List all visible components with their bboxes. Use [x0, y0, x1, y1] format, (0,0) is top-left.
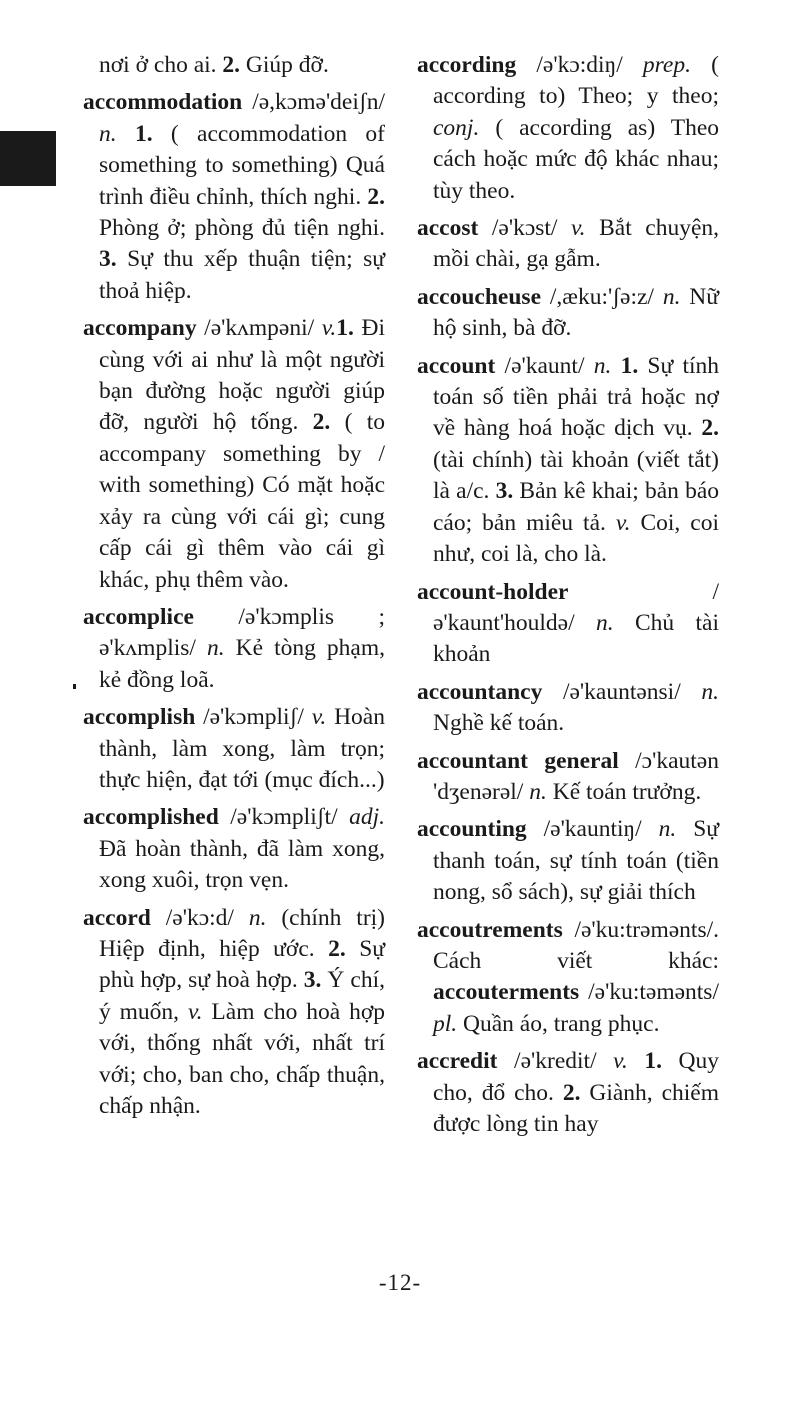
- definition-text: ( to accompany something by / with something) Có mặt hoặc xảy ra cùng với cái gì; cung cấp cái gì thêm vào cái gì khác, phụ thêm vào.: [99, 409, 385, 593]
- definition-text: Sự thu xếp thuận tiện; sự thoả hiệp.: [99, 246, 385, 304]
- right-column: [417, 50, 719, 1146]
- headword: accouterments: [433, 979, 580, 1006]
- definition-text: /ə'ku:trəmənts/. Cách viết khác:: [433, 916, 719, 974]
- part-of-speech: conj.: [433, 114, 480, 141]
- definition-text: /ə'kɔmplis ; ə'kʌmplis/: [99, 603, 385, 662]
- dictionary-entry: [417, 577, 719, 671]
- definition-text: /ə'kaunt/: [495, 352, 594, 379]
- headword: accompany: [83, 315, 197, 342]
- definition-text: [628, 1048, 645, 1074]
- sense-number: 2.: [562, 1079, 581, 1106]
- part-of-speech: n.: [595, 609, 614, 636]
- definition-text: Nữ hộ sinh, bà đỡ.: [433, 283, 719, 342]
- definition-text: Sự thanh toán, sự tính toán (tiền nong, sổ sách), sự giải thích: [433, 816, 719, 906]
- part-of-speech: v.: [321, 315, 337, 342]
- definition-text: /ə'kɔmpliʃt/: [218, 804, 350, 831]
- definition-text: Quần áo, trang phục.: [457, 1010, 660, 1037]
- definition-text: Đã hoàn thành, đã làm xong, xong xuôi, trọn vẹn.: [99, 835, 385, 894]
- definition-text: /ə'kaunt'houldə/: [433, 578, 719, 636]
- dictionary-entry: [83, 313, 385, 596]
- definition-text: Làm cho hoà hợp với, thống nhất với, nhất trí với; cho, ban cho, chấp thuận, chấp nhận.: [99, 998, 385, 1119]
- definition-text: nơi ở cho ai.: [99, 52, 223, 78]
- headword: accomplish: [83, 704, 196, 731]
- definition-text: /ə'kɔ:d/: [150, 904, 249, 931]
- part-of-speech: v.: [311, 704, 327, 731]
- definition-text: Bắt chuyện, mồi chài, gạ gẫm.: [433, 215, 720, 273]
- dictionary-entry: [83, 702, 385, 796]
- part-of-speech: n.: [206, 635, 225, 662]
- headword: accord: [83, 904, 151, 931]
- sense-number: 2.: [367, 183, 385, 210]
- part-of-speech: n.: [701, 678, 719, 705]
- sense-number: 3.: [99, 246, 117, 273]
- definition-text: Giành, chiếm được lòng tin hay: [433, 1079, 719, 1137]
- dictionary-entry: [417, 814, 719, 908]
- sense-number: 2.: [222, 52, 241, 78]
- definition-text: Nghề kế toán.: [433, 710, 565, 737]
- headword: accomplished: [83, 804, 219, 831]
- definition-text: [117, 121, 135, 147]
- sense-number: 3.: [303, 967, 322, 994]
- definition-text: Kẻ tòng phạm, kẻ đồng loã.: [99, 635, 386, 693]
- part-of-speech: pl.: [433, 1010, 458, 1037]
- headword: according: [417, 52, 517, 78]
- sense-number: 2.: [328, 935, 346, 962]
- definition-text: /ə'kɔst/: [478, 215, 571, 242]
- definition-text: (chính trị) Hiệp định, hiệp ước.: [99, 904, 385, 962]
- definition-text: Bản kê khai; bản báo cáo; bản miêu tả.: [433, 478, 719, 536]
- definition-text: Phòng ở; phòng đủ tiện nghi.: [99, 215, 385, 242]
- definition-text: /,æku:'ʃə:z/: [541, 283, 663, 310]
- definition-text: /ɔ'kautən 'dʒenərəl/: [433, 747, 719, 805]
- headword: accoucheuse: [417, 283, 542, 310]
- headword: accountancy: [417, 678, 543, 705]
- definition-text: /ə,kɔmə'deiʃn/: [242, 89, 385, 116]
- part-of-speech: v.: [613, 1048, 628, 1075]
- definition-text: Kế toán trưởng.: [546, 778, 702, 805]
- definition-text: Hoàn thành, làm xong, làm trọn; thực hiện, đạt tới (mục đích...): [99, 704, 385, 793]
- headword: accredit: [417, 1048, 498, 1075]
- definition-text: ( according to) Theo; y theo;: [433, 52, 719, 110]
- definition-text: /ə'kauntənsi/: [542, 678, 702, 705]
- dictionary-entry: [83, 602, 385, 696]
- part-of-speech: adj.: [349, 804, 385, 831]
- part-of-speech: v.: [187, 998, 203, 1025]
- dictionary-entry: [83, 87, 385, 307]
- dictionary-entry: [417, 282, 719, 345]
- definition-text: Chủ tài khoản: [433, 609, 719, 668]
- dictionary-entry: [417, 50, 719, 207]
- part-of-speech: n.: [99, 120, 117, 147]
- definition-text: /ə'kauntiŋ/: [526, 816, 659, 843]
- dictionary-entry: [417, 746, 719, 809]
- sense-number: 1.: [644, 1048, 662, 1075]
- part-of-speech: v.: [615, 509, 631, 536]
- definition-text: /ə'kɔmpliʃ/: [195, 704, 312, 731]
- definition-text: Ý chí, ý muốn,: [99, 967, 386, 1025]
- part-of-speech: n.: [658, 816, 677, 843]
- definition-text: Coi, coi như, coi là, cho là.: [433, 509, 719, 568]
- definition-text: [611, 353, 620, 379]
- sense-number: 1.: [336, 315, 354, 342]
- definition-text: (tài chính) tài khoản (viết tắt) là a/c.: [433, 446, 719, 505]
- headword: account: [417, 352, 496, 379]
- definition-text: Quy cho, đổ cho.: [433, 1048, 719, 1106]
- thumb-index-tab: [0, 131, 56, 186]
- headword: accommodation: [83, 89, 243, 116]
- headword: accomplice: [83, 603, 194, 630]
- page-number: -12-: [378, 1270, 422, 1295]
- part-of-speech: v.: [571, 215, 586, 242]
- definition-text: Giúp đỡ.: [240, 52, 329, 78]
- dictionary-entry: [417, 915, 719, 1041]
- dictionary-entry: [417, 677, 719, 740]
- sense-number: 2.: [701, 415, 719, 442]
- part-of-speech: n.: [248, 904, 267, 931]
- definition-text: /ə'kɔ:diŋ/: [516, 52, 643, 78]
- definition-text: /ə'ku:təmənts/: [579, 979, 719, 1006]
- definition-text: /ə'kʌmpəni/: [196, 315, 322, 342]
- definition-text: ( according as) Theo cách hoặc mức độ khác nhau; tùy theo.: [433, 114, 719, 204]
- definition-text: Sự phù hợp, sự hoà hợp.: [99, 935, 386, 994]
- headword: accounting: [417, 816, 527, 843]
- dictionary-entry: [417, 1046, 719, 1140]
- definition-text: /ə'kredit/: [497, 1048, 614, 1075]
- headword: account-holder: [417, 578, 569, 605]
- sense-number: 1.: [134, 120, 153, 147]
- headword: accost: [417, 215, 479, 242]
- part-of-speech: n.: [662, 283, 681, 310]
- sense-number: 1.: [620, 352, 639, 379]
- part-of-speech: n.: [593, 352, 612, 379]
- dictionary-entry: [417, 351, 719, 571]
- dictionary-entry: [83, 903, 385, 1123]
- part-of-speech: prep.: [642, 52, 691, 78]
- definition-text: Đi cùng với ai như là một người bạn đường hoặc người giúp đỡ, người hộ tống.: [99, 315, 385, 436]
- definition-text: ( accommodation of something to something) Quá trình điều chỉnh, thích nghi.: [99, 120, 385, 210]
- left-column: [83, 50, 385, 1128]
- dictionary-entry: [83, 802, 385, 896]
- sense-number: 2.: [312, 409, 331, 436]
- sense-number: 3.: [495, 478, 514, 505]
- dictionary-entry: [417, 213, 719, 276]
- print-speck: [73, 684, 76, 689]
- headword: accountant general: [417, 747, 619, 774]
- headword: accoutrements: [417, 916, 563, 943]
- part-of-speech: n.: [529, 778, 547, 805]
- definition-text: Sự tính toán số tiền phải trả hoặc nợ về hàng hoá hoặc dịch vụ.: [433, 352, 720, 442]
- entry-continuation: [83, 50, 385, 81]
